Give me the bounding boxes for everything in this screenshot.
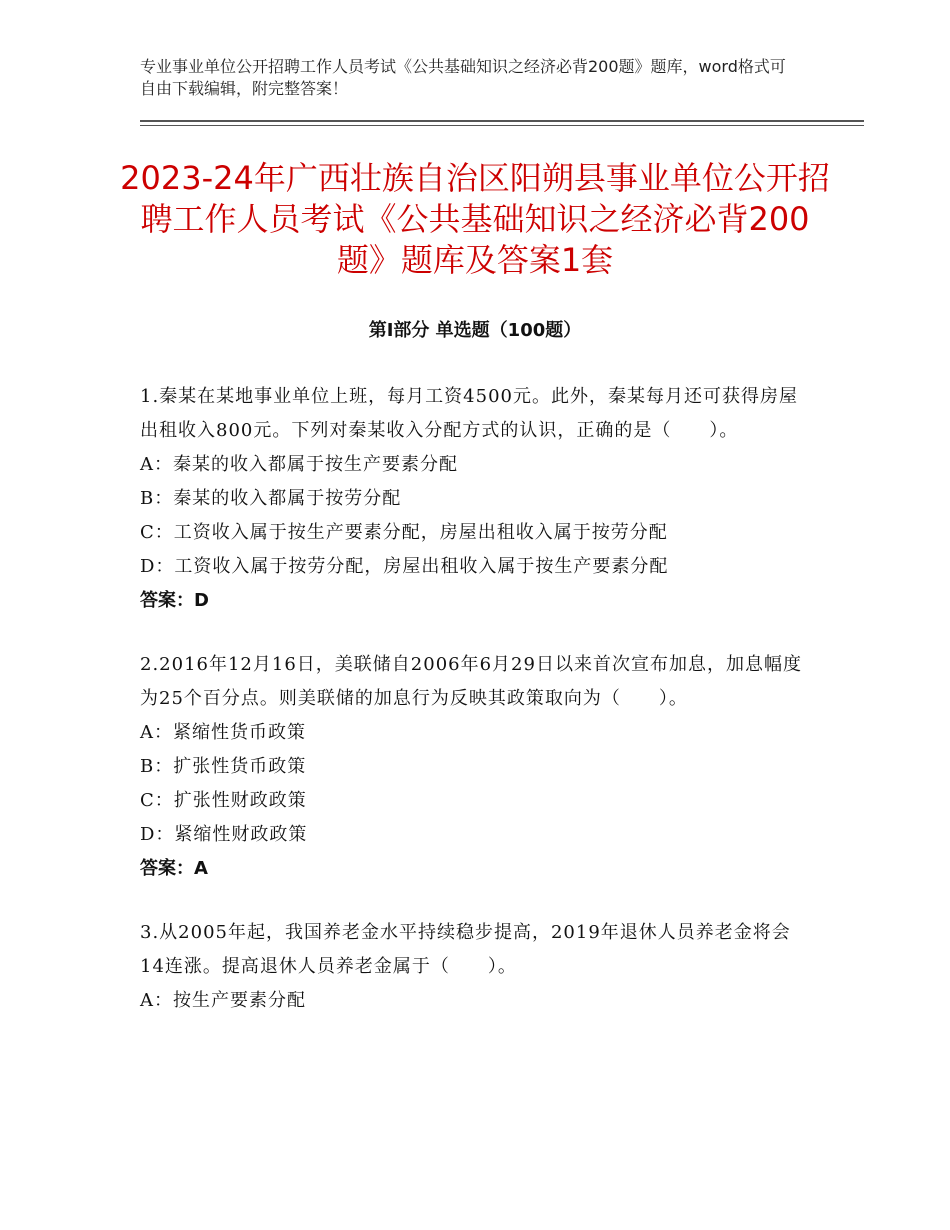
header-rule-thin — [140, 125, 864, 126]
option-c: C：扩张性财政政策 — [140, 790, 307, 811]
option-c: C：工资收入属于按生产要素分配，房屋出租收入属于按劳分配 — [140, 522, 668, 543]
option-b: B：秦某的收入都属于按劳分配 — [140, 488, 402, 509]
option-b: B：扩张性货币政策 — [140, 756, 307, 777]
question-2 — [140, 648, 805, 886]
answer: 答案：D — [140, 590, 209, 611]
question-stem: 1.秦某在某地事业单位上班，每月工资4500元。此外，秦某每月还可获得房屋出租收入800元。下列对秦某收入分配方式的认识，正确的是（ ）。 — [140, 386, 798, 441]
header-rule-thick — [140, 120, 864, 122]
question-stem: 2.2016年12月16日，美联储自2006年6月29日以来首次宣布加息，加息幅度为25个百分点。则美联储的加息行为反映其政策取向为（ ）。 — [140, 654, 802, 709]
option-a: A：按生产要素分配 — [140, 990, 306, 1011]
document-title: 2023-24年广西壮族自治区阳朔县事业单位公开招聘工作人员考试《公共基础知识之经济必背200题》题库及答案1套 — [120, 159, 830, 279]
section-title: 第Ⅰ部分 单选题（100题） — [368, 320, 582, 341]
option-a: A：紧缩性货币政策 — [140, 722, 306, 743]
answer: 答案：A — [140, 858, 208, 879]
question-3 — [140, 916, 805, 1018]
option-a: A：秦某的收入都属于按生产要素分配 — [140, 454, 458, 475]
option-d: D：工资收入属于按劳分配，房屋出租收入属于按生产要素分配 — [140, 556, 669, 577]
header-note: 专业事业单位公开招聘工作人员考试《公共基础知识之经济必背200题》题库，word格式可自由下载编辑，附完整答案！ — [140, 57, 786, 98]
question-1 — [140, 380, 805, 618]
question-list — [140, 380, 805, 1048]
question-stem: 3.从2005年起，我国养老金水平持续稳步提高，2019年退休人员养老金将会14连涨。提高退休人员养老金属于（ ）。 — [140, 922, 791, 977]
option-d: D：紧缩性财政政策 — [140, 824, 308, 845]
